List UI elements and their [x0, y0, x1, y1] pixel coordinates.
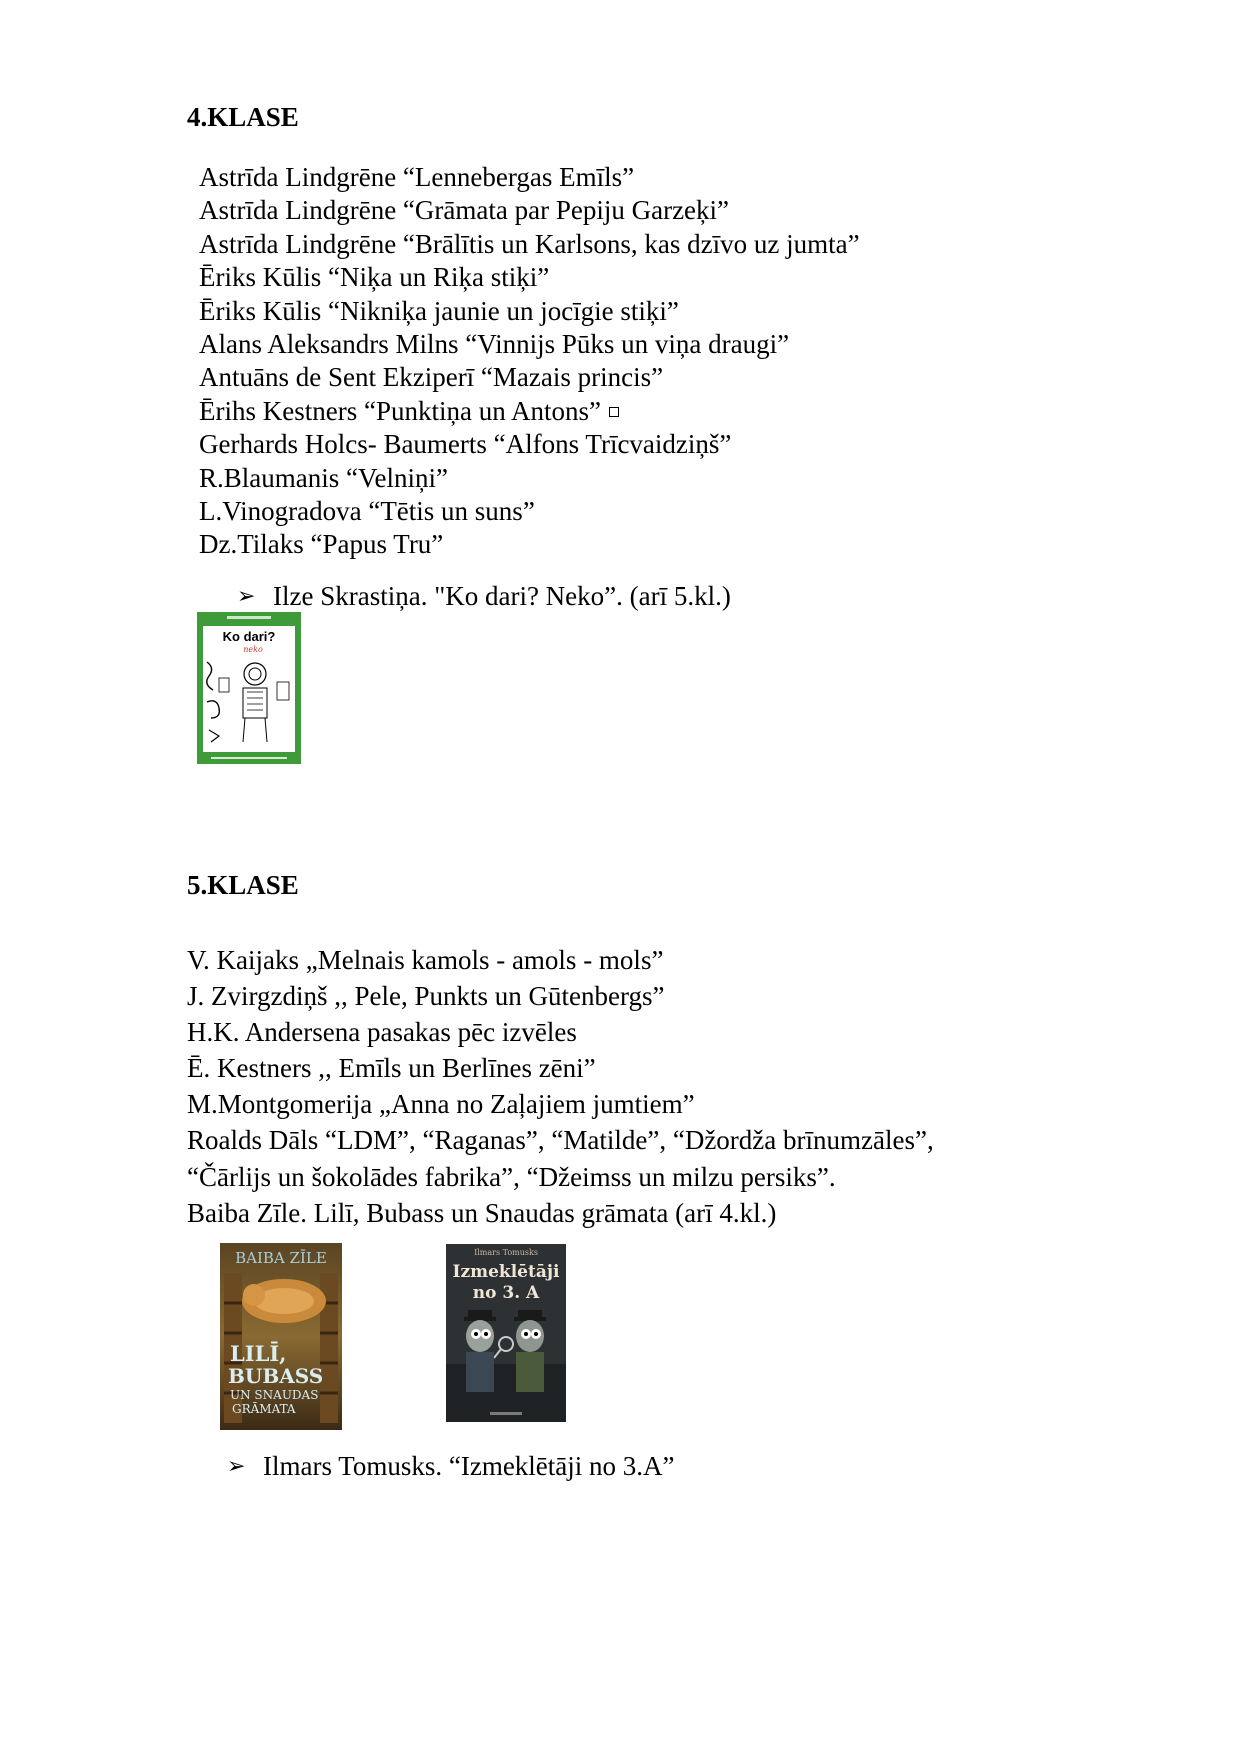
- cover-title-2: no 3. A: [472, 1283, 540, 1303]
- book-item: L.Vinogradova “Tētis un suns”: [199, 495, 535, 526]
- arrow-bullet-icon: ➢: [227, 1454, 246, 1479]
- book-item-text: Ērihs Kestners “Punktiņa un Antons”: [199, 395, 601, 426]
- cover-author: BAIBA ZĪLE: [235, 1249, 327, 1267]
- book-item: Alans Aleksandrs Milns “Vinnijs Pūks un viņa draugi”: [199, 328, 790, 359]
- book-item: Ēriks Kūlis “Nikniķa jaunie un jocīgie stiķi”: [199, 295, 679, 326]
- book-item: Antuāns de Sent Ekziperī “Mazais princis”: [199, 362, 664, 393]
- bullet-item-5: [227, 1450, 675, 1485]
- book-item: H.K. Andersena pasakas pēc izvēles: [187, 1017, 577, 1048]
- book-item: Dz.Tilaks “Papus Tru”: [199, 529, 444, 560]
- book-item: Baiba Zīle. Lilī, Bubass un Snaudas grāmata (arī 4.kl.): [187, 1197, 777, 1228]
- book-item: V. Kaijaks „Melnais kamols - amols - mols”: [187, 945, 664, 975]
- book-item: [199, 395, 860, 428]
- cover-title-1: Izmeklētāji: [452, 1262, 560, 1282]
- heading-5-klase: 5.KLASE: [187, 870, 299, 900]
- bullet-text: Ilze Skrastiņa. "Ko dari? Neko”. (arī 5.kl.): [273, 581, 731, 611]
- cover-title-2: BUBASS: [228, 1364, 324, 1388]
- book-cover-izmekletaji: [446, 1244, 566, 1422]
- book-item: Ē. Kestners ,, Emīls un Berlīnes zēni”: [187, 1053, 596, 1084]
- cover-author: Ilmars Tomusks: [474, 1248, 538, 1257]
- book-list-5: [187, 942, 934, 1231]
- cover-title-4: GRĀMATA: [232, 1402, 296, 1416]
- bullet-text: Ilmars Tomusks. “Izmeklētāji no 3.A”: [263, 1451, 675, 1481]
- square-glyph-icon: [609, 407, 619, 417]
- cover-title-1: LILĪ,: [230, 1341, 287, 1366]
- book-item: Astrīda Lindgrēne “Brālītis un Karlsons, kas dzīvo uz jumta”: [199, 228, 860, 259]
- book-cover-ko-dari: [197, 612, 301, 764]
- cover-title: Ko dari?: [222, 629, 276, 644]
- book-item: R.Blaumanis “Velniņi”: [199, 462, 448, 493]
- book-item: Gerhards Holcs- Baumerts “Alfons Trīcvaidziņš”: [199, 429, 732, 460]
- cover-title-3: UN SNAUDAS: [230, 1388, 319, 1402]
- book-list-4: [199, 161, 860, 562]
- book-cover-lili-bubass: [220, 1243, 342, 1430]
- arrow-bullet-icon: ➢: [237, 584, 256, 609]
- book-item: J. Zvirgzdiņš ,, Pele, Punkts un Gūtenbergs”: [187, 981, 665, 1012]
- book-item: “Čārlijs un šokolādes fabrika”, “Džeimss un milzu persiks”.: [187, 1161, 836, 1192]
- book-item: Ēriks Kūlis “Niķa un Riķa stiķi”: [199, 262, 550, 293]
- book-item: M.Montgomerija „Anna no Zaļajiem jumtiem”: [187, 1089, 695, 1120]
- book-item: Astrīda Lindgrēne “Lennebergas Emīls”: [199, 162, 635, 192]
- book-item: Roalds Dāls “LDM”, “Raganas”, “Matilde”, “Džordža brīnumzāles”,: [187, 1125, 934, 1156]
- heading-4-klase: 4.KLASE: [187, 102, 299, 132]
- cover-subtitle: neko: [243, 645, 263, 654]
- bullet-item-4: [237, 580, 731, 615]
- book-item: Astrīda Lindgrēne “Grāmata par Pepiju Garzeķi”: [199, 195, 730, 226]
